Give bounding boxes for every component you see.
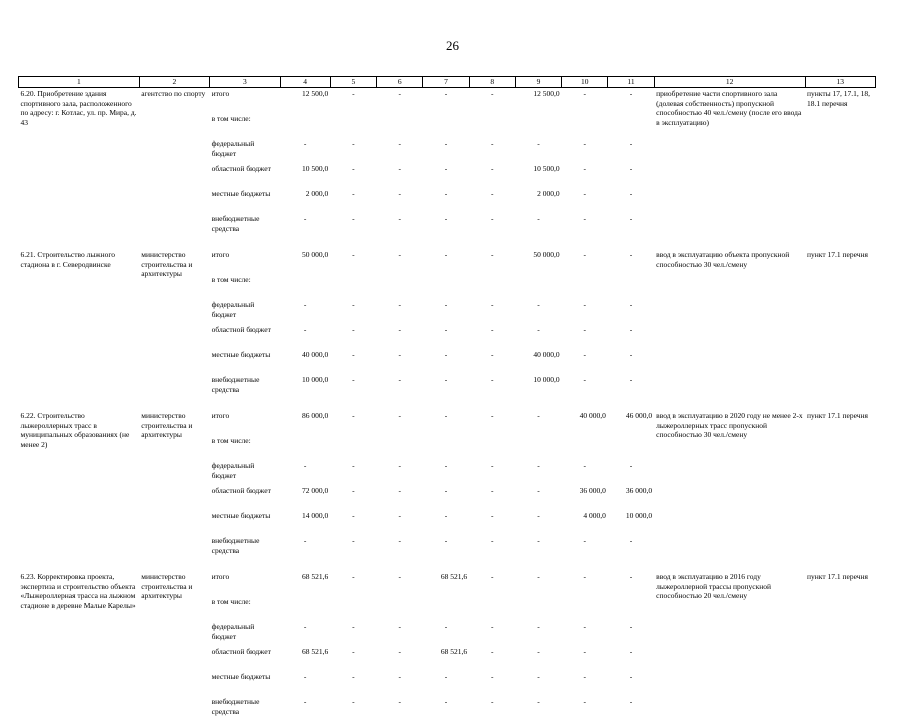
table-body xyxy=(19,88,876,722)
amount-cell: - xyxy=(608,300,654,325)
indicator-reference: пункт 17.1 перечня xyxy=(805,249,875,400)
table-row xyxy=(19,571,876,597)
column-header: 1 xyxy=(19,77,140,88)
amount-cell: - xyxy=(515,461,561,486)
amount-cell: 10 500,0 xyxy=(515,164,561,189)
amount-cell: - xyxy=(562,164,608,189)
amount-cell: - xyxy=(608,249,654,275)
measure-name: 6.22. Строительство лыжероллерных трасс в муниципальных образованиях (не менее 2) xyxy=(19,410,140,561)
amount-cell: - xyxy=(469,647,515,672)
amount-cell xyxy=(377,597,423,622)
amount-cell: - xyxy=(330,164,376,189)
amount-cell: 68 521,6 xyxy=(423,647,469,672)
amount-cell xyxy=(423,436,469,461)
amount-cell: 50 000,0 xyxy=(280,249,330,275)
amount-cell: - xyxy=(423,88,469,115)
amount-cell: - xyxy=(608,672,654,697)
amount-cell: 10 500,0 xyxy=(280,164,330,189)
amount-cell xyxy=(423,597,469,622)
amount-cell: - xyxy=(377,375,423,400)
amount-cell: 68 521,6 xyxy=(423,571,469,597)
column-header: 3 xyxy=(210,77,280,88)
amount-cell xyxy=(377,436,423,461)
amount-cell: - xyxy=(280,697,330,722)
amount-cell: 46 000,0 xyxy=(608,410,654,436)
measure-name: 6.23. Корректировка проекта, экспертиза и строительство объекта «Лыжероллерная трасса на лыжном стадионе в деревне Малые Карелы» xyxy=(19,571,140,722)
amount-cell: - xyxy=(608,622,654,647)
amount-cell: - xyxy=(562,647,608,672)
amount-cell: - xyxy=(515,536,561,561)
amount-cell: - xyxy=(608,325,654,350)
column-header: 8 xyxy=(469,77,515,88)
amount-cell: - xyxy=(377,486,423,511)
amount-cell: 86 000,0 xyxy=(280,410,330,436)
amount-cell xyxy=(423,275,469,300)
amount-cell xyxy=(469,275,515,300)
amount-cell: - xyxy=(330,139,376,164)
amount-cell: - xyxy=(608,461,654,486)
amount-cell: - xyxy=(377,325,423,350)
funding-source: внебюджетные средства xyxy=(210,697,280,722)
amount-cell: - xyxy=(469,410,515,436)
expected-result: ввод в эксплуатацию объекта пропускной способностью 30 чел./смену xyxy=(654,249,805,400)
amount-cell: - xyxy=(280,214,330,239)
amount-cell: - xyxy=(377,647,423,672)
amount-cell: - xyxy=(423,350,469,375)
amount-cell: - xyxy=(377,622,423,647)
amount-cell: - xyxy=(280,325,330,350)
funding-source: в том числе: xyxy=(210,597,280,622)
funding-source: внебюджетные средства xyxy=(210,214,280,239)
column-header: 4 xyxy=(280,77,330,88)
funding-source: итого xyxy=(210,571,280,597)
amount-cell: - xyxy=(515,486,561,511)
amount-cell: - xyxy=(377,571,423,597)
amount-cell: - xyxy=(330,350,376,375)
funding-source: областной бюджет xyxy=(210,486,280,511)
amount-cell xyxy=(608,275,654,300)
funding-source: местные бюджеты xyxy=(210,511,280,536)
amount-cell: 36 000,0 xyxy=(562,486,608,511)
amount-cell: - xyxy=(280,300,330,325)
funding-source: внебюджетные средства xyxy=(210,375,280,400)
amount-cell: - xyxy=(330,461,376,486)
page-number: 26 xyxy=(0,38,905,54)
program-table xyxy=(18,76,876,722)
amount-cell: - xyxy=(469,164,515,189)
executor: министерство строительства и архитектуры xyxy=(139,410,209,561)
amount-cell: - xyxy=(608,571,654,597)
amount-cell: - xyxy=(562,571,608,597)
amount-cell: 12 500,0 xyxy=(515,88,561,115)
amount-cell xyxy=(515,275,561,300)
spacer-cell xyxy=(19,400,876,410)
amount-cell: 10 000,0 xyxy=(280,375,330,400)
amount-cell: - xyxy=(608,189,654,214)
indicator-reference: пункты 17, 17.1, 18, 18.1 перечня xyxy=(805,88,875,240)
executor: министерство строительства и архитектуры xyxy=(139,571,209,722)
amount-cell: - xyxy=(280,622,330,647)
amount-cell: - xyxy=(280,139,330,164)
amount-cell: - xyxy=(562,536,608,561)
amount-cell: 40 000,0 xyxy=(515,350,561,375)
amount-cell: - xyxy=(469,486,515,511)
amount-cell: - xyxy=(469,375,515,400)
amount-cell: - xyxy=(469,325,515,350)
amount-cell: - xyxy=(330,622,376,647)
amount-cell: - xyxy=(469,88,515,115)
amount-cell: - xyxy=(423,536,469,561)
amount-cell: - xyxy=(469,571,515,597)
amount-cell: - xyxy=(377,300,423,325)
funding-source: федеральный бюджет xyxy=(210,300,280,325)
funding-source: местные бюджеты xyxy=(210,672,280,697)
amount-cell: - xyxy=(469,697,515,722)
amount-cell xyxy=(330,597,376,622)
amount-cell: - xyxy=(608,139,654,164)
amount-cell: - xyxy=(423,375,469,400)
amount-cell xyxy=(515,114,561,139)
amount-cell: - xyxy=(377,461,423,486)
amount-cell: 10 000,0 xyxy=(608,511,654,536)
amount-cell: - xyxy=(562,300,608,325)
amount-cell: - xyxy=(469,511,515,536)
amount-cell xyxy=(330,275,376,300)
amount-cell: - xyxy=(515,511,561,536)
funding-source: федеральный бюджет xyxy=(210,139,280,164)
amount-cell: - xyxy=(377,672,423,697)
funding-source: итого xyxy=(210,249,280,275)
amount-cell: 10 000,0 xyxy=(515,375,561,400)
amount-cell: - xyxy=(330,325,376,350)
amount-cell: - xyxy=(423,461,469,486)
amount-cell: - xyxy=(608,375,654,400)
amount-cell: - xyxy=(423,486,469,511)
amount-cell: - xyxy=(469,139,515,164)
amount-cell: - xyxy=(330,571,376,597)
amount-cell: - xyxy=(562,622,608,647)
amount-cell: - xyxy=(423,672,469,697)
amount-cell: - xyxy=(330,511,376,536)
amount-cell: - xyxy=(562,249,608,275)
amount-cell: - xyxy=(377,410,423,436)
amount-cell: - xyxy=(330,486,376,511)
amount-cell: - xyxy=(515,410,561,436)
amount-cell: - xyxy=(377,350,423,375)
amount-cell xyxy=(330,436,376,461)
funding-source: итого xyxy=(210,410,280,436)
amount-cell: - xyxy=(515,214,561,239)
amount-cell: - xyxy=(423,164,469,189)
amount-cell: - xyxy=(562,350,608,375)
amount-cell: - xyxy=(377,697,423,722)
executor: агентство по спорту xyxy=(139,88,209,240)
amount-cell: - xyxy=(377,189,423,214)
column-header: 12 xyxy=(654,77,805,88)
amount-cell: 50 000,0 xyxy=(515,249,561,275)
amount-cell: - xyxy=(330,189,376,214)
funding-source: внебюджетные средства xyxy=(210,536,280,561)
amount-cell xyxy=(280,275,330,300)
amount-cell: - xyxy=(423,697,469,722)
amount-cell: - xyxy=(423,300,469,325)
column-header: 6 xyxy=(377,77,423,88)
funding-source: федеральный бюджет xyxy=(210,461,280,486)
amount-cell: - xyxy=(562,461,608,486)
amount-cell: - xyxy=(515,300,561,325)
amount-cell: - xyxy=(515,647,561,672)
amount-cell: - xyxy=(330,536,376,561)
amount-cell: - xyxy=(423,410,469,436)
amount-cell: - xyxy=(423,325,469,350)
amount-cell: - xyxy=(469,672,515,697)
column-header: 10 xyxy=(562,77,608,88)
column-header: 11 xyxy=(608,77,654,88)
amount-cell xyxy=(562,597,608,622)
amount-cell: - xyxy=(330,249,376,275)
amount-cell xyxy=(330,114,376,139)
amount-cell: 2 000,0 xyxy=(280,189,330,214)
amount-cell xyxy=(515,597,561,622)
amount-cell: - xyxy=(562,672,608,697)
measure-name: 6.20. Приобретение здания спортивного зала, расположенного по адресу: г. Котлас, ул. пр. Мира, д. 43 xyxy=(19,88,140,240)
amount-cell: - xyxy=(562,189,608,214)
amount-cell: - xyxy=(377,88,423,115)
amount-cell: - xyxy=(469,350,515,375)
amount-cell xyxy=(562,275,608,300)
amount-cell xyxy=(562,114,608,139)
amount-cell: - xyxy=(423,214,469,239)
amount-cell: - xyxy=(377,164,423,189)
funding-source: в том числе: xyxy=(210,436,280,461)
expected-result: ввод в эксплуатацию в 2020 году не менее 2-х лыжероллерных трасс пропускной способностью 30 чел./смену xyxy=(654,410,805,561)
funding-source: областной бюджет xyxy=(210,647,280,672)
table-row xyxy=(19,410,876,436)
amount-cell: 72 000,0 xyxy=(280,486,330,511)
amount-cell: - xyxy=(377,249,423,275)
amount-cell xyxy=(469,114,515,139)
amount-cell: - xyxy=(608,647,654,672)
funding-source: в том числе: xyxy=(210,275,280,300)
amount-cell: - xyxy=(469,249,515,275)
amount-cell: - xyxy=(515,672,561,697)
amount-cell: - xyxy=(608,164,654,189)
column-header: 5 xyxy=(330,77,376,88)
amount-cell xyxy=(562,436,608,461)
indicator-reference: пункт 17.1 перечня xyxy=(805,410,875,561)
amount-cell: 14 000,0 xyxy=(280,511,330,536)
funding-source: федеральный бюджет xyxy=(210,622,280,647)
amount-cell: - xyxy=(330,647,376,672)
amount-cell: - xyxy=(330,410,376,436)
amount-cell: - xyxy=(608,536,654,561)
amount-cell xyxy=(423,114,469,139)
amount-cell: - xyxy=(423,189,469,214)
amount-cell: 36 000,0 xyxy=(608,486,654,511)
spacer-cell xyxy=(19,561,876,571)
amount-cell xyxy=(280,597,330,622)
amount-cell xyxy=(280,114,330,139)
amount-cell xyxy=(608,597,654,622)
amount-cell: - xyxy=(562,375,608,400)
amount-cell: - xyxy=(423,511,469,536)
amount-cell xyxy=(515,436,561,461)
amount-cell: - xyxy=(330,214,376,239)
amount-cell: 40 000,0 xyxy=(280,350,330,375)
amount-cell: - xyxy=(608,697,654,722)
expected-result: ввод в эксплуатацию в 2016 году лыжероллерной трассы пропускной способностью 20 чел./смену xyxy=(654,571,805,722)
header-row xyxy=(19,77,876,88)
funding-source: в том числе: xyxy=(210,114,280,139)
executor: министерство строительства и архитектуры xyxy=(139,249,209,400)
amount-cell xyxy=(608,436,654,461)
amount-cell: - xyxy=(469,214,515,239)
amount-cell: - xyxy=(469,461,515,486)
amount-cell xyxy=(377,275,423,300)
amount-cell: - xyxy=(469,189,515,214)
funding-source: местные бюджеты xyxy=(210,189,280,214)
column-header: 2 xyxy=(139,77,209,88)
amount-cell: - xyxy=(515,571,561,597)
amount-cell: - xyxy=(330,300,376,325)
amount-cell: - xyxy=(515,622,561,647)
amount-cell: - xyxy=(330,697,376,722)
column-header: 13 xyxy=(805,77,875,88)
amount-cell: 68 521,6 xyxy=(280,571,330,597)
amount-cell: - xyxy=(330,375,376,400)
group-spacer xyxy=(19,239,876,249)
amount-cell: - xyxy=(562,325,608,350)
measure-name: 6.21. Строительство лыжного стадиона в г. Северодвинске xyxy=(19,249,140,400)
amount-cell: - xyxy=(377,139,423,164)
amount-cell: - xyxy=(608,88,654,115)
funding-source: итого xyxy=(210,88,280,115)
amount-cell: 68 521,6 xyxy=(280,647,330,672)
column-header: 9 xyxy=(515,77,561,88)
amount-cell: - xyxy=(562,139,608,164)
amount-cell: 12 500,0 xyxy=(280,88,330,115)
amount-cell: 4 000,0 xyxy=(562,511,608,536)
amount-cell: - xyxy=(280,461,330,486)
amount-cell xyxy=(608,114,654,139)
amount-cell: - xyxy=(608,214,654,239)
amount-cell: - xyxy=(330,672,376,697)
amount-cell: - xyxy=(562,214,608,239)
amount-cell: 40 000,0 xyxy=(562,410,608,436)
amount-cell: - xyxy=(608,350,654,375)
funding-source: областной бюджет xyxy=(210,164,280,189)
amount-cell: - xyxy=(377,511,423,536)
indicator-reference: пункт 17.1 перечня xyxy=(805,571,875,722)
amount-cell: - xyxy=(280,672,330,697)
group-spacer xyxy=(19,400,876,410)
amount-cell: - xyxy=(377,214,423,239)
amount-cell: - xyxy=(423,622,469,647)
amount-cell: 2 000,0 xyxy=(515,189,561,214)
funding-source: областной бюджет xyxy=(210,325,280,350)
amount-cell: - xyxy=(469,300,515,325)
amount-cell: - xyxy=(515,325,561,350)
amount-cell xyxy=(469,436,515,461)
funding-source: местные бюджеты xyxy=(210,350,280,375)
amount-cell xyxy=(377,114,423,139)
expected-result: приобретение части спортивного зала (долевая собственность) пропускной способностью 40 чел./смену (после его ввода в эксплуатацию) xyxy=(654,88,805,240)
amount-cell: - xyxy=(330,88,376,115)
spacer-cell xyxy=(19,239,876,249)
amount-cell: - xyxy=(562,697,608,722)
table-row xyxy=(19,88,876,115)
amount-cell: - xyxy=(562,88,608,115)
amount-cell: - xyxy=(280,536,330,561)
amount-cell: - xyxy=(377,536,423,561)
amount-cell: - xyxy=(423,249,469,275)
amount-cell xyxy=(280,436,330,461)
amount-cell: - xyxy=(469,622,515,647)
amount-cell: - xyxy=(423,139,469,164)
amount-cell: - xyxy=(515,139,561,164)
amount-cell: - xyxy=(515,697,561,722)
column-header: 7 xyxy=(423,77,469,88)
amount-cell: - xyxy=(469,536,515,561)
group-spacer xyxy=(19,561,876,571)
table-row xyxy=(19,249,876,275)
amount-cell xyxy=(469,597,515,622)
